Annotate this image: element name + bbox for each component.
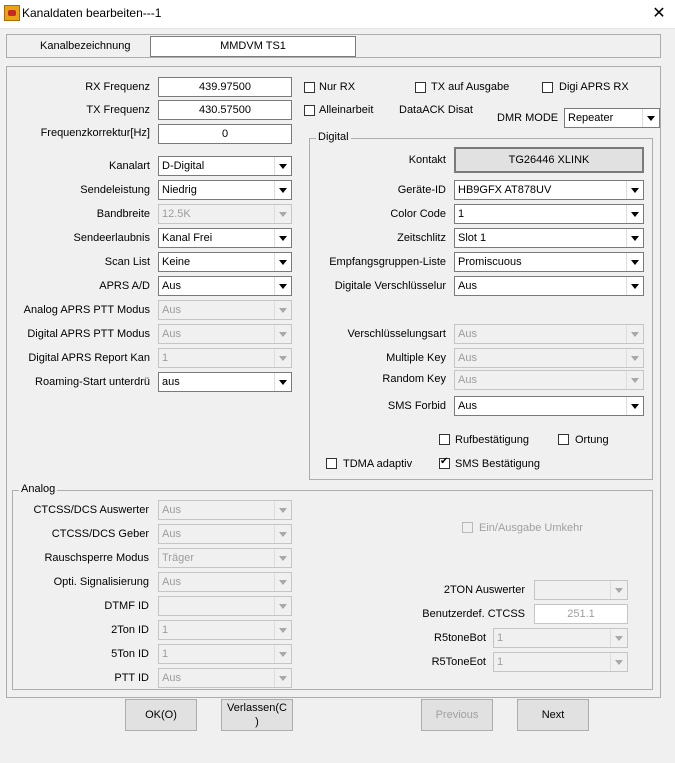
- twoton-id-value: 1: [162, 624, 169, 636]
- sms-bestaetigung-label: SMS Bestätigung: [455, 458, 540, 470]
- rufbestaetigung-checkbox[interactable]: [439, 434, 450, 445]
- chevron-down-icon: [274, 525, 291, 543]
- r5tone-bot-select[interactable]: [493, 628, 628, 648]
- chevron-down-icon: [610, 629, 627, 647]
- scan-list-select[interactable]: [158, 252, 292, 272]
- chevron-down-icon: [274, 645, 291, 663]
- bandbreite-select[interactable]: [158, 204, 292, 224]
- r5tone-eot-select[interactable]: [493, 652, 628, 672]
- rx-freq-input[interactable]: 439.97500: [158, 77, 292, 97]
- ptt-id-label: PTT ID: [114, 672, 149, 684]
- chevron-down-icon: [626, 325, 643, 343]
- random-key-label: Random Key: [382, 373, 446, 385]
- chevron-down-icon: [274, 549, 291, 567]
- twoton-auswerter-label: 2TON Auswerter: [443, 584, 525, 596]
- digital-aprs-ptt-select[interactable]: [158, 324, 292, 344]
- nur-rx-label: Nur RX: [319, 81, 356, 93]
- kontakt-label: Kontakt: [408, 154, 446, 166]
- alleinarbeit-checkbox[interactable]: [304, 105, 315, 116]
- channel-name-label: Kanalbezeichnung: [40, 40, 131, 52]
- dmr-mode-label: DMR MODE: [497, 112, 559, 124]
- rauschsperre-select[interactable]: [158, 548, 292, 568]
- ctcss-auswerter-select[interactable]: [158, 500, 292, 520]
- digital-group-title: Digital: [318, 131, 349, 143]
- sendeerlaubnis-label: Sendeerlaubnis: [73, 232, 150, 244]
- chevron-down-icon: [626, 205, 643, 223]
- analog-aprs-ptt-select[interactable]: [158, 300, 292, 320]
- analog-group-title: Analog: [21, 483, 56, 495]
- digital-aprs-report-label: Digital APRS Report Kan: [28, 352, 150, 364]
- chevron-down-icon: [274, 181, 291, 199]
- nur-rx-checkbox[interactable]: [304, 82, 315, 93]
- umkehr-checkbox[interactable]: [462, 522, 473, 533]
- tdma-adaptiv-checkbox[interactable]: [326, 458, 337, 469]
- dtmf-id-select[interactable]: [158, 596, 292, 616]
- rufbestaetigung-label: Rufbestätigung: [455, 434, 529, 446]
- bandbreite-value: 12.5K: [162, 208, 191, 220]
- random-key-select[interactable]: [454, 370, 644, 390]
- verlassen-button[interactable]: Verlassen(C ): [221, 699, 293, 731]
- aprs-ad-select[interactable]: [158, 276, 292, 296]
- freq-correction-input[interactable]: 0: [158, 124, 292, 144]
- ortung-checkbox[interactable]: [558, 434, 569, 445]
- ctcss-auswerter-label: CTCSS/DCS Auswerter: [33, 504, 149, 516]
- sendeleistung-label: Sendeleistung: [80, 184, 150, 196]
- chevron-down-icon: [274, 349, 291, 367]
- rauschsperre-value: Träger: [162, 552, 194, 564]
- chevron-down-icon: [626, 349, 643, 367]
- digi-aprs-label: Digi APRS RX: [559, 81, 629, 93]
- fiveton-id-label: 5Ton ID: [111, 648, 149, 660]
- sms-forbid-label: SMS Forbid: [387, 400, 446, 412]
- ptt-id-value: Aus: [162, 672, 181, 684]
- chevron-down-icon: [626, 253, 643, 271]
- verschluesselung-value: Aus: [458, 280, 477, 292]
- r5tone-bot-value: 1: [497, 632, 504, 644]
- next-button[interactable]: Next: [517, 699, 589, 731]
- kanalart-label: Kanalart: [109, 160, 150, 172]
- chevron-down-icon: [626, 397, 643, 415]
- twoton-auswerter-select[interactable]: [534, 580, 628, 600]
- chevron-down-icon: [274, 621, 291, 639]
- dtmf-id-label: DTMF ID: [104, 600, 149, 612]
- verschluesselung-label: Digitale Verschlüsselur: [334, 280, 446, 292]
- rauschsperre-label: Rauschsperre Modus: [44, 552, 149, 564]
- chevron-down-icon: [626, 229, 643, 247]
- tx-freq-label: TX Frequenz: [86, 104, 150, 116]
- tx-ausgabe-checkbox[interactable]: [415, 82, 426, 93]
- bandbreite-label: Bandbreite: [96, 208, 150, 220]
- chevron-down-icon: [274, 253, 291, 271]
- scan-list-value: Keine: [162, 256, 191, 268]
- sendeerlaubnis-value: Kanal Frei: [162, 232, 213, 244]
- chevron-down-icon: [626, 181, 643, 199]
- fiveton-id-value: 1: [162, 648, 169, 660]
- sms-forbid-select[interactable]: [454, 396, 644, 416]
- random-key-value: Aus: [458, 374, 477, 386]
- chevron-down-icon: [610, 653, 627, 671]
- ortung-label: Ortung: [575, 434, 609, 446]
- kontakt-button[interactable]: TG26446 XLINK: [454, 147, 644, 173]
- chevron-down-icon: [274, 277, 291, 295]
- geraete-id-label: Geräte-ID: [397, 184, 446, 196]
- analog-aprs-ptt-value: Aus: [162, 304, 181, 316]
- opti-signalisierung-value: Aus: [162, 576, 181, 588]
- twoton-id-label: 2Ton ID: [111, 624, 149, 636]
- chevron-down-icon: [274, 157, 291, 175]
- tx-freq-input[interactable]: 430.57500: [158, 100, 292, 120]
- twoton-id-select[interactable]: [158, 620, 292, 640]
- chevron-down-icon: [642, 109, 659, 127]
- multiple-key-select[interactable]: [454, 348, 644, 368]
- ptt-id-select[interactable]: [158, 668, 292, 688]
- empfangsgruppen-value: Promiscuous: [458, 256, 522, 268]
- digi-aprs-checkbox[interactable]: [542, 82, 553, 93]
- sendeerlaubnis-select[interactable]: [158, 228, 292, 248]
- sendeleistung-select[interactable]: [158, 180, 292, 200]
- zeitschlitz-label: Zeitschlitz: [397, 232, 446, 244]
- chevron-down-icon: [274, 373, 291, 391]
- benutzer-ctcss-input[interactable]: 251.1: [534, 604, 628, 624]
- digital-aprs-ptt-value: Aus: [162, 328, 181, 340]
- geraete-id-select[interactable]: [454, 180, 644, 200]
- previous-button[interactable]: Previous: [421, 699, 493, 731]
- sms-bestaetigung-checkbox[interactable]: [439, 458, 450, 469]
- sendeleistung-value: Niedrig: [162, 184, 197, 196]
- scan-list-label: Scan List: [104, 256, 150, 268]
- window-title: Kanaldaten bearbeiten---1: [22, 6, 162, 20]
- r5tone-bot-label: R5toneBot: [434, 632, 486, 644]
- verschluesselungsart-select[interactable]: [454, 324, 644, 344]
- ok-button[interactable]: OK(O): [125, 699, 197, 731]
- chevron-down-icon: [274, 205, 291, 223]
- color-code-select[interactable]: [454, 204, 644, 224]
- ctcss-geber-select[interactable]: [158, 524, 292, 544]
- dmr-mode-value: Repeater: [568, 112, 614, 124]
- aprs-ad-value: Aus: [162, 280, 181, 292]
- tx-ausgabe-label: TX auf Ausgabe: [431, 81, 510, 93]
- ctcss-geber-value: Aus: [162, 528, 181, 540]
- digital-aprs-report-value: 1: [162, 352, 169, 364]
- rx-freq-label: RX Frequenz: [85, 81, 150, 93]
- geraete-id-value: HB9GFX AT878UV: [458, 184, 552, 196]
- roaming-label: Roaming-Start unterdrü: [35, 376, 150, 388]
- aprs-ad-label: APRS A/D: [99, 280, 150, 292]
- r5tone-eot-value: 1: [497, 656, 504, 668]
- chevron-down-icon: [274, 597, 291, 615]
- channel-name-input[interactable]: MMDVM TS1: [150, 36, 356, 57]
- empfangsgruppen-label: Empfangsgruppen-Liste: [329, 256, 446, 268]
- opti-signalisierung-select[interactable]: [158, 572, 292, 592]
- umkehr-label: Ein/Ausgabe Umkehr: [479, 522, 583, 534]
- chevron-down-icon: [274, 501, 291, 519]
- color-code-label: Color Code: [390, 208, 446, 220]
- r5tone-eot-label: R5ToneEot: [431, 656, 486, 668]
- ctcss-geber-label: CTCSS/DCS Geber: [51, 528, 149, 540]
- analog-aprs-ptt-label: Analog APRS PTT Modus: [23, 304, 150, 316]
- chevron-down-icon: [274, 301, 291, 319]
- roaming-value: aus: [162, 376, 180, 388]
- kanalart-select[interactable]: [158, 156, 292, 176]
- alleinarbeit-label: Alleinarbeit: [319, 104, 374, 116]
- empfangsgruppen-select[interactable]: [454, 252, 644, 272]
- dmr-mode-select[interactable]: [564, 108, 660, 128]
- chevron-down-icon: [626, 277, 643, 295]
- opti-signalisierung-label: Opti. Signalisierung: [53, 576, 149, 588]
- chevron-down-icon: [626, 371, 643, 389]
- benutzer-ctcss-label: Benutzerdef. CTCSS: [422, 608, 525, 620]
- ctcss-auswerter-value: Aus: [162, 504, 181, 516]
- verschluesselung-select[interactable]: [454, 276, 644, 296]
- sms-forbid-value: Aus: [458, 400, 477, 412]
- close-icon[interactable]: ✕: [652, 5, 666, 22]
- verschluesselungsart-value: Aus: [458, 328, 477, 340]
- freq-correction-label: Frequenzkorrektur[Hz]: [40, 127, 150, 139]
- zeitschlitz-select[interactable]: [454, 228, 644, 248]
- multiple-key-value: Aus: [458, 352, 477, 364]
- chevron-down-icon: [274, 325, 291, 343]
- chevron-down-icon: [274, 669, 291, 687]
- dataack-label[interactable]: DataACK Disat: [399, 104, 473, 116]
- chevron-down-icon: [274, 229, 291, 247]
- fiveton-id-select[interactable]: [158, 644, 292, 664]
- roaming-select[interactable]: [158, 372, 292, 392]
- digital-aprs-ptt-label: Digital APRS PTT Modus: [27, 328, 150, 340]
- color-code-value: 1: [458, 208, 465, 220]
- multiple-key-label: Multiple Key: [386, 352, 446, 364]
- digital-aprs-report-select[interactable]: [158, 348, 292, 368]
- verschluesselungsart-label: Verschlüsselungsart: [347, 328, 446, 340]
- tdma-adaptiv-label: TDMA adaptiv: [343, 458, 413, 470]
- zeitschlitz-value: Slot 1: [458, 232, 487, 244]
- chevron-down-icon: [274, 573, 291, 591]
- kanalart-value: D-Digital: [162, 160, 205, 172]
- app-icon: [4, 5, 20, 21]
- chevron-down-icon: [610, 581, 627, 599]
